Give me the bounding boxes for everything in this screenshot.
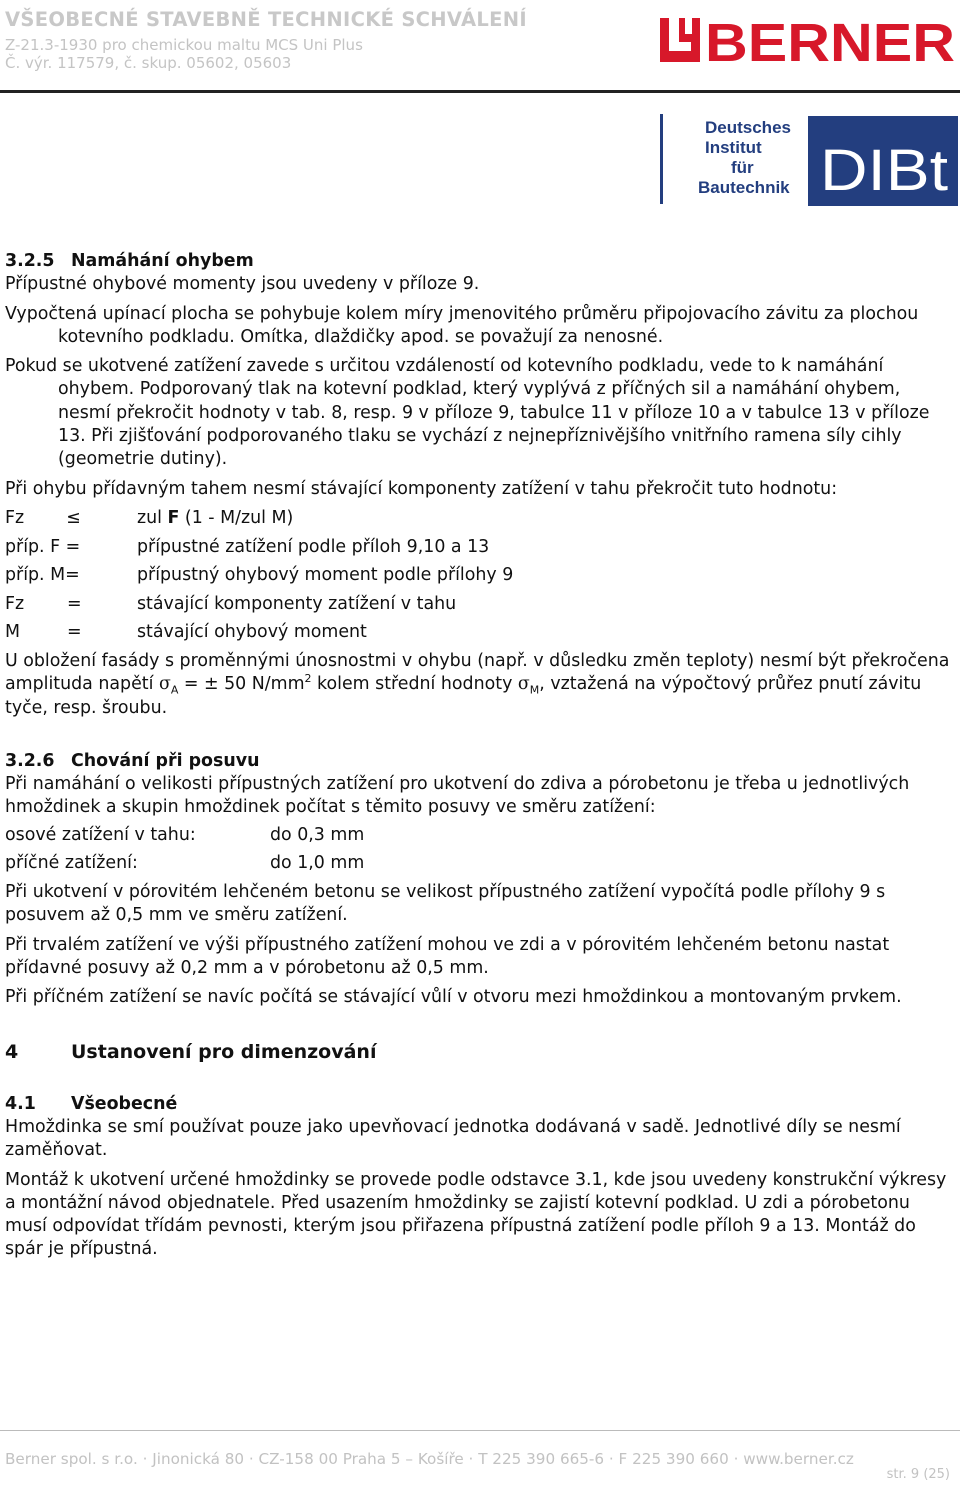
document-body: [5, 250, 950, 1262]
berner-logo: [660, 16, 956, 66]
section-heading-3-2-5: 3.2.5 Namáhání ohybem: [5, 251, 254, 271]
dibt-logo: [660, 112, 960, 212]
formula-row: Fz ≤ zul F (1 - M/zul M): [5, 507, 950, 536]
company-contact-footer: Berner spol. s r.o. · Jinonická 80 · CZ-158 00 Praha 5 – Košíře · T 225 390 665-6 · F 225 390 660 · www.berner.cz: [5, 1450, 854, 1468]
displacement-row: osové zatížení v tahu: do 0,3 mm: [5, 824, 365, 845]
product-numbers: Č. výr. 117579, č. skup. 05602, 05603: [5, 54, 292, 72]
dibt-wordmark: DIBt: [820, 138, 948, 203]
header-divider: [0, 90, 960, 93]
footer-divider: [0, 1430, 960, 1431]
less-equal-symbol: ≤: [66, 507, 81, 528]
paragraph: Hmoždinka se smí používat pouze jako upevňovací jednotka dodávaná v sadě. Jednotlivé díly se nesmí zaměňovat.: [5, 1116, 901, 1161]
paragraph: Montáž k ukotvení určené hmoždinky se provede podle odstavce 3.1, kde jsou uvedeny konstrukční výkresy a montážní návod objednatele. Před usazením hmoždinky se zajistí kotevní podklad. U zdi a pórobetonu musí odpovídat třídám pevnosti, kterým jsou přiřazena přípustná zatížení podle příloh 9 a 13. Montáž do spár je přípustná.: [5, 1169, 947, 1260]
paragraph: Při ukotvení v pórovitém lehčeném betonu se velikost přípustného zatížení vypočítá podle přílohy 9 s posuvem až 0,5 mm ve směru zatížení.: [5, 881, 886, 926]
berner-wordmark: BERNER: [705, 16, 955, 66]
formula-row: Fz = stávající komponenty zatížení v tahu: [5, 593, 457, 614]
document-title: VŠEOBECNÉ STAVEBNĚ TECHNICKÉ SCHVÁLENÍ: [5, 8, 527, 31]
formula-row: M = stávající ohybový moment: [5, 622, 367, 643]
formula-row: příp. M= přípustný ohybový moment podle přílohy 9: [5, 565, 514, 586]
paragraph: U obložení fasády s proměnnými únosnostmi v ohybu (např. v důsledku změn teploty) nesmí být překročena amplituda napětí $\sigma_A$ = ± 50 $N/mm^2$ kolem střední hodnoty $\sigma_M$, vztažená na výpočtový průřez pnutí závitu tyče, resp. šroubu.: [5, 650, 950, 718]
paragraph: Při příčném zatížení se navíc počítá se stávající vůlí v otvoru mezi hmoždinkou a montovaným prvkem.: [5, 987, 902, 1008]
svg-text:für: für: [731, 158, 754, 177]
section-heading-3-2-6: 3.2.6 Chování při posuvu: [5, 750, 260, 771]
section-heading-4-1: 4.1 Všeobecné: [5, 1093, 178, 1114]
svg-text:Bautechnik: Bautechnik: [698, 178, 790, 197]
page-number: str. 9 (25): [886, 1467, 950, 1482]
svg-text:Deutsches: Deutsches: [705, 118, 791, 137]
paragraph: Pokud se ukotvené zatížení zavede s určitou vzdáleností od kotevního podkladu, vede to k namáhání ohybem. Podporovaný tlak na kotevní podklad, který vyplývá z příčných sil a namáhání ohybem, nesmí překročit hodnoty v tab. 8, resp. 9 v příloze 9, tabulce 11 v příloze 10 a v tabulce 13 v příloze 13. Při zjišťování podporovaného tlaku se vychází z nejnepříznivějšího vnitřního ramena síly cihly (geometrie dutiny).: [5, 356, 930, 470]
svg-text:Institut: Institut: [705, 138, 762, 157]
approval-number: Z-21.3-1930 pro chemickou maltu MCS Uni Plus: [5, 36, 363, 54]
section-heading-4: 4 Ustanovení pro dimenzování: [5, 1041, 377, 1064]
paragraph: Při trvalém zatížení ve výši přípustného zatížení mohou ve zdi a v pórovitém lehčeném betonu nastat přídavné posuvy až 0,2 mm a v pórobetonu až 0,5 mm.: [5, 934, 890, 978]
paragraph: Při ohybu přídavným tahem nesmí stávající komponenty zatížení v tahu překročit tuto hodnotu:: [5, 478, 838, 499]
displacement-row: příčné zatížení: do 1,0 mm: [5, 853, 365, 874]
formula-row: příp. F = přípustné zatížení podle příloh 9,10 a 13: [5, 536, 490, 557]
paragraph: Vypočtená upínací plocha se pohybuje kolem míry jmenovitého průměru připojovacího závitu za plochou kotevního podkladu. Omítka, dlaždičky apod. se považují za nenosné.: [5, 303, 919, 347]
paragraph: Přípustné ohybové momenty jsou uvedeny v příloze 9.: [5, 274, 480, 295]
paragraph: Při namáhání o velikosti přípustných zatížení pro ukotvení do zdiva a pórobetonu je třeba u jednotlivých hmoždinek a skupin hmoždinek počítat s těmito posuvy ve směru zatížení:: [5, 774, 910, 818]
